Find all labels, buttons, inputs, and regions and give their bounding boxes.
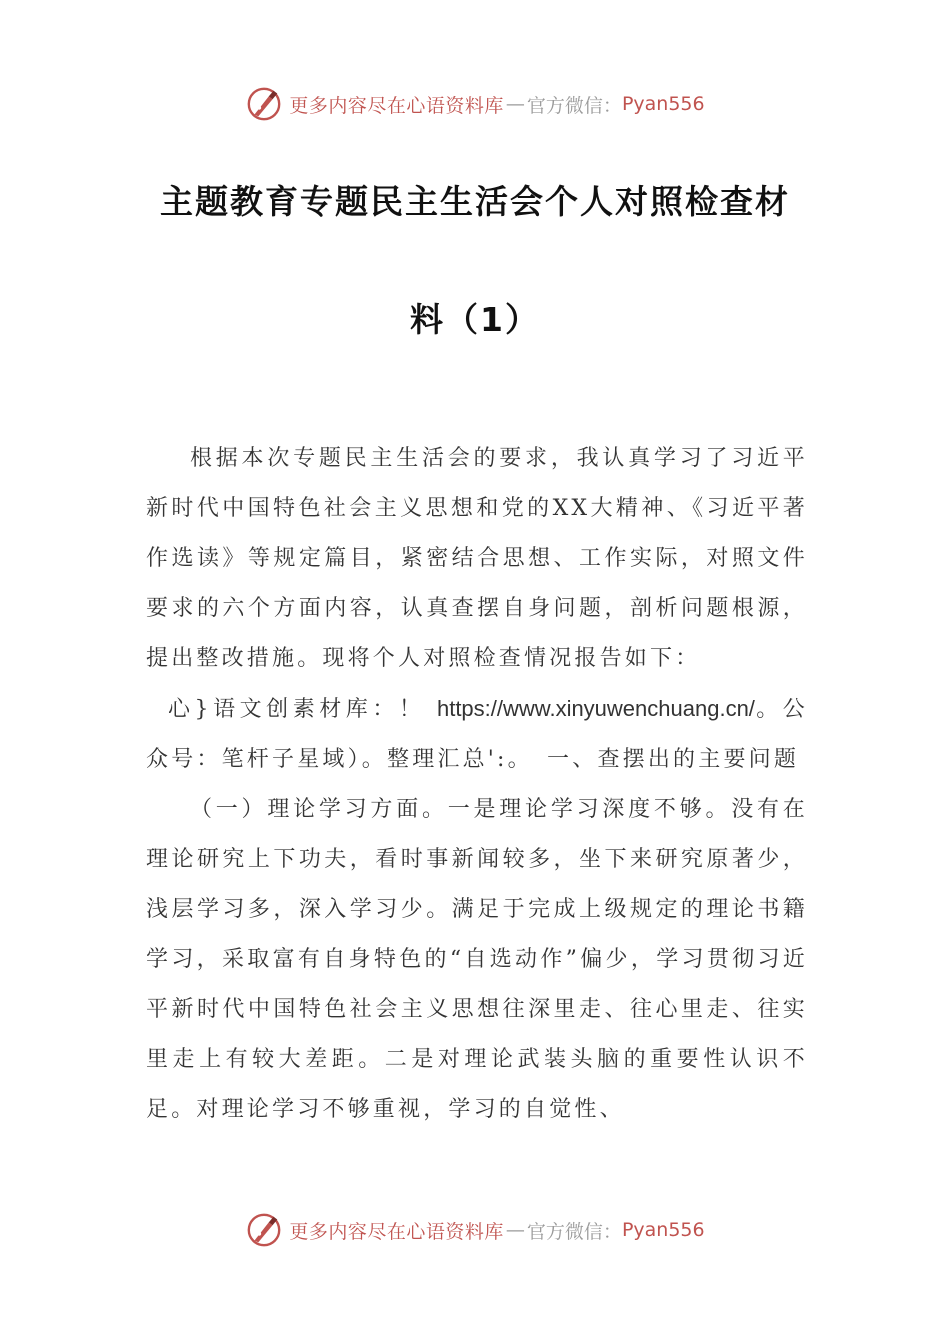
banner-text: 更多内容尽在心语资料库 xyxy=(289,1220,504,1243)
banner-dash: — xyxy=(505,93,525,115)
header-banner xyxy=(0,84,950,124)
source-url: https://www.xinyuwenchuang.cn/ xyxy=(436,696,755,721)
paragraph-source xyxy=(146,684,808,785)
banner-wechat-label: 官方微信： xyxy=(526,94,622,117)
document-body xyxy=(146,434,808,1135)
document-title-line1: 主题教育专题民主生活会个人对照检查材 xyxy=(160,182,790,221)
source-note-tail: 。公众号：笔杆子星域）。整理汇总':。 一、查摆出的主要问题 xyxy=(146,697,809,772)
banner-wechat-label: 官方微信： xyxy=(526,1220,622,1243)
banner-wechat-id: Pyan556 xyxy=(621,93,705,115)
paragraph-theory: （一）理论学习方面。一是理论学习深度不够。没有在理论研究上下功夫，看时事新闻较多，坐下来研究原著少，浅层学习多，深入学习少。满足于完成上级规定的理论书籍学习，采取富有自身特色的“自选动作”偏少，学习贯彻习近平新时代中国特色社会主义思想往深里走、往心里走、往实里走上有较大差距。二是对理论武装头脑的重要性认识不足。对理论学习不够重视，学习的自觉性、 xyxy=(146,797,808,1122)
banner-text: 更多内容尽在心语资料库 xyxy=(289,94,504,117)
footer-banner xyxy=(0,1210,950,1250)
source-note: 心}语文创素材库：！ xyxy=(168,697,426,722)
paragraph-intro: 根据本次专题民主生活会的要求，我认真学习了习近平新时代中国特色社会主义思想和党的XX大精神、《习近平著作选读》等规定篇目，紧密结合思想、工作实际，对照文件要求的六个方面内容，认真查摆自身问题，剖析问题根源，提出整改措施。现将个人对照检查情况报告如下： xyxy=(146,446,808,671)
pen-nib-logo-icon xyxy=(245,85,283,123)
document-title-line2: 料（1） xyxy=(410,300,540,339)
pen-nib-logo-icon xyxy=(245,1211,283,1249)
banner-dash: — xyxy=(505,1219,525,1241)
banner-wechat-id: Pyan556 xyxy=(621,1219,705,1241)
